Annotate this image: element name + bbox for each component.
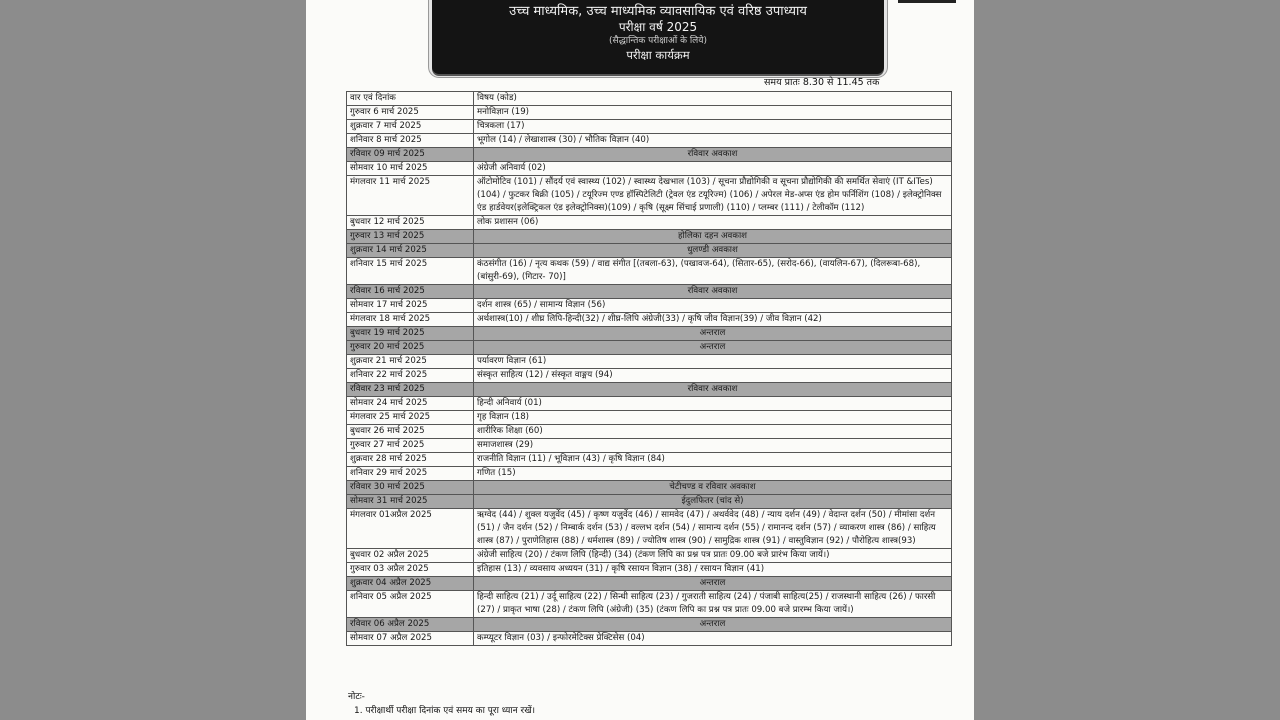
- row-date: बुधवार 12 मार्च 2025: [347, 216, 474, 230]
- row-subject: ऋग्वेद (44) / शुक्ल यजुर्वेद (45) / कृष्ण यजुर्वेद (46) / सामवेद (47) / अथर्ववेद (48) / न्याय दर्शन (49) / वेदान्त दर्शन (50) / मीमांसा दर्शन (51) / जैन दर्शन (52) / निम्बार्क दर्शन (53) / वल्लभ दर्शन (54) / सामान्य दर्शन (55) / रामानन्द दर्शन (57) / व्याकरण शास्त्र (86) / साहित्य शास्त्र (87) / पुराणेतिहास (88) / धर्मशास्त्र (89) / ज्योतिष शास्त्र (90) / सामुद्रिक शास्त्र (91) / वास्तुविज्ञान (92) / पौरोहित्य शास्त्र(93): [474, 509, 952, 549]
- row-subject: चित्रकला (17): [474, 120, 952, 134]
- table-row: [347, 355, 952, 369]
- row-date: शुक्रवार 28 मार्च 2025: [347, 453, 474, 467]
- notes-section: [346, 690, 952, 718]
- holiday-row: [347, 481, 952, 495]
- row-date: मंगलवार 18 मार्च 2025: [347, 313, 474, 327]
- row-date: मंगलवार 01अप्रैल 2025: [347, 509, 474, 549]
- row-subject: अन्तराल: [474, 341, 952, 355]
- table-row: [347, 299, 952, 313]
- row-subject: अर्थशास्त्र(10) / शीघ्र लिपि-हिन्दी(32) / शीघ्र-लिपि अंग्रेजी(33) / कृषि जीव विज्ञान(39) / जीव विज्ञान (42): [474, 313, 952, 327]
- row-subject: गृह विज्ञान (18): [474, 411, 952, 425]
- holiday-row: [347, 383, 952, 397]
- row-date: शनिवार 29 मार्च 2025: [347, 467, 474, 481]
- holiday-row: [347, 285, 952, 299]
- row-subject: पर्यावरण विज्ञान (61): [474, 355, 952, 369]
- header-title: उच्च माध्यमिक, उच्च माध्यमिक व्यावसायिक एवं वरिष्ठ उपाध्याय: [509, 4, 807, 19]
- row-subject: रविवार अवकाश: [474, 285, 952, 299]
- holiday-row: [347, 244, 952, 258]
- row-subject: कम्प्यूटर विज्ञान (03) / इन्फोरमेटिक्स प्रेक्टिसेस (04): [474, 632, 952, 646]
- row-date: सोमवार 10 मार्च 2025: [347, 162, 474, 176]
- exam-time-note: समय प्रातः 8.30 से 11.45 तक: [764, 77, 880, 88]
- row-date: रविवार 30 मार्च 2025: [347, 481, 474, 495]
- holiday-row: [347, 577, 952, 591]
- table-row: [347, 591, 952, 618]
- row-date: मंगलवार 25 मार्च 2025: [347, 411, 474, 425]
- table-row: [347, 134, 952, 148]
- row-date: शुक्रवार 7 मार्च 2025: [347, 120, 474, 134]
- row-subject: लोक प्रशासन (06): [474, 216, 952, 230]
- row-subject: रविवार अवकाश: [474, 148, 952, 162]
- row-date: रविवार 06 अप्रैल 2025: [347, 618, 474, 632]
- table-row: [347, 453, 952, 467]
- table-row: [347, 439, 952, 453]
- row-date: शनिवार 8 मार्च 2025: [347, 134, 474, 148]
- row-subject: चेटीचण्ड व रविवार अवकाश: [474, 481, 952, 495]
- row-subject: दर्शन शास्त्र (65) / सामान्य विज्ञान (56): [474, 299, 952, 313]
- row-subject: समाजशास्त्र (29): [474, 439, 952, 453]
- table-row: [347, 162, 952, 176]
- row-subject: अन्तराल: [474, 327, 952, 341]
- row-subject: हिन्दी अनिवार्य (01): [474, 397, 952, 411]
- row-subject: ऑटोमोटिव (101) / सौंदर्य एवं स्वास्थ्य (102) / स्वास्थ्य देखभाल (103) / सूचना प्रौद्योगिकी व सूचना प्रौद्योगिकी की समर्थित सेवाएं (IT &ITes)(104) / फुटकर बिक्री (105) / टयूरिज्म एण्ड हॉस्पिटेलिटी (ट्रेवल एंड टयूरिज्म) (106) / अपेरल मेड-अप्स एंड होम फर्निशिंग (108) / इलेक्ट्रोनिक्स एंड हार्डवेयर(इलेक्ट्रिकल एंड इलेक्ट्रोनिक्स)(109) / कृषि (सूक्ष्म सिंचाई प्रणाली) (110) / प्लम्बर (111) / टेलीकॉम (112): [474, 176, 952, 216]
- row-date: गुरुवार 27 मार्च 2025: [347, 439, 474, 453]
- holiday-row: [347, 230, 952, 244]
- holiday-row: [347, 341, 952, 355]
- row-date: रविवार 09 मार्च 2025: [347, 148, 474, 162]
- row-subject: मनोविज्ञान (19): [474, 106, 952, 120]
- row-date: सोमवार 24 मार्च 2025: [347, 397, 474, 411]
- row-subject: ईदुलफितर (चांद से): [474, 495, 952, 509]
- page-edge-mark: [898, 0, 956, 3]
- row-subject: गणित (15): [474, 467, 952, 481]
- row-date: बुधवार 02 अप्रैल 2025: [347, 549, 474, 563]
- header-year: परीक्षा वर्ष 2025: [618, 20, 698, 34]
- row-date: शुक्रवार 14 मार्च 2025: [347, 244, 474, 258]
- table-row: [347, 120, 952, 134]
- table-row: [347, 411, 952, 425]
- holiday-row: [347, 327, 952, 341]
- row-subject: धुलण्डी अवकाश: [474, 244, 952, 258]
- row-date: शनिवार 22 मार्च 2025: [347, 369, 474, 383]
- holiday-row: [347, 618, 952, 632]
- table-row: [347, 106, 952, 120]
- row-date: सोमवार 07 अप्रैल 2025: [347, 632, 474, 646]
- row-date: गुरुवार 6 मार्च 2025: [347, 106, 474, 120]
- row-date: सोमवार 17 मार्च 2025: [347, 299, 474, 313]
- exam-header: [432, 0, 884, 74]
- row-subject: कंठसंगीत (16) / नृत्य कथक (59) / वाद्य संगीत [(तबला-63), (पखावज-64), (सितार-65), (सरोद-66), (वायलिन-67), (दिलरूबा-68), (बांसुरी-69), (गिटार- 70)]: [474, 258, 952, 285]
- row-subject: शारीरिक शिक्षा (60): [474, 425, 952, 439]
- row-subject: होलिका दहन अवकाश: [474, 230, 952, 244]
- table-row: [347, 509, 952, 549]
- table-row: [347, 563, 952, 577]
- row-subject: हिन्दी साहित्य (21) / उर्दू साहित्य (22) / सिन्धी साहित्य (23) / गुजराती साहित्य (24) / पंजाबी साहित्य(25) / राजस्थानी साहित्य (26) / फारसी (27) / प्राकृत भाषा (28) / टंकण लिपि (अंग्रेजी) (35) (टंकण लिपि का प्रश्न पत्र प्रातः 09.00 बजे प्रारम्भ किया जायें।): [474, 591, 952, 618]
- row-date: रविवार 23 मार्च 2025: [347, 383, 474, 397]
- row-subject: अन्तराल: [474, 577, 952, 591]
- exam-schedule-table: [346, 91, 952, 646]
- row-date: गुरुवार 20 मार्च 2025: [347, 341, 474, 355]
- table-row: [347, 216, 952, 230]
- row-date: शनिवार 15 मार्च 2025: [347, 258, 474, 285]
- table-row: [347, 632, 952, 646]
- note-item: 1. परीक्षार्थी परीक्षा दिनांक एवं समय का पूरा ध्यान रखें।: [354, 706, 535, 716]
- table-row: [347, 425, 952, 439]
- row-date: रविवार 16 मार्च 2025: [347, 285, 474, 299]
- table-row: [347, 176, 952, 216]
- row-subject: अंग्रेजी अनिवार्य (02): [474, 162, 952, 176]
- row-date: बुधवार 26 मार्च 2025: [347, 425, 474, 439]
- row-subject: भूगोल (14) / लेखाशास्त्र (30) / भौतिक विज्ञान (40): [474, 134, 952, 148]
- row-subject: इतिहास (13) / व्यवसाय अध्ययन (31) / कृषि रसायन विज्ञान (38) / रसायन विज्ञान (41): [474, 563, 952, 577]
- table-row: [347, 397, 952, 411]
- row-subject: रविवार अवकाश: [474, 383, 952, 397]
- row-date: सोमवार 31 मार्च 2025: [347, 495, 474, 509]
- holiday-row: [347, 148, 952, 162]
- table-row: [347, 549, 952, 563]
- header-program: परीक्षा कार्यक्रम: [626, 48, 690, 62]
- table-header-row: [347, 92, 952, 106]
- column-header-subject: विषय (कोड): [474, 92, 952, 106]
- table-row: [347, 369, 952, 383]
- row-subject: अन्तराल: [474, 618, 952, 632]
- table-row: [347, 258, 952, 285]
- holiday-row: [347, 495, 952, 509]
- row-subject: संस्कृत साहित्य (12) / संस्कृत वाङ्मय (94): [474, 369, 952, 383]
- row-subject: राजनीति विज्ञान (11) / भूविज्ञान (43) / कृषि विज्ञान (84): [474, 453, 952, 467]
- row-date: मंगलवार 11 मार्च 2025: [347, 176, 474, 216]
- row-date: गुरुवार 03 अप्रैल 2025: [347, 563, 474, 577]
- row-date: गुरुवार 13 मार्च 2025: [347, 230, 474, 244]
- table-row: [347, 313, 952, 327]
- row-subject: अंग्रेजी साहित्य (20) / टंकण लिपि (हिन्दी) (34) (टंकण लिपि का प्रश्न पत्र प्रातः 09.00 बजे प्रारंभ किया जायें।): [474, 549, 952, 563]
- row-date: शनिवार 05 अप्रैल 2025: [347, 591, 474, 618]
- row-date: शुक्रवार 04 अप्रैल 2025: [347, 577, 474, 591]
- header-subtitle: (सैद्धान्तिक परीक्षाओं के लिये): [608, 36, 708, 46]
- notes-label: नोटः-: [348, 692, 365, 702]
- row-date: शुक्रवार 21 मार्च 2025: [347, 355, 474, 369]
- column-header-date: वार एवं दिनांक: [347, 92, 474, 106]
- table-row: [347, 467, 952, 481]
- row-date: बुधवार 19 मार्च 2025: [347, 327, 474, 341]
